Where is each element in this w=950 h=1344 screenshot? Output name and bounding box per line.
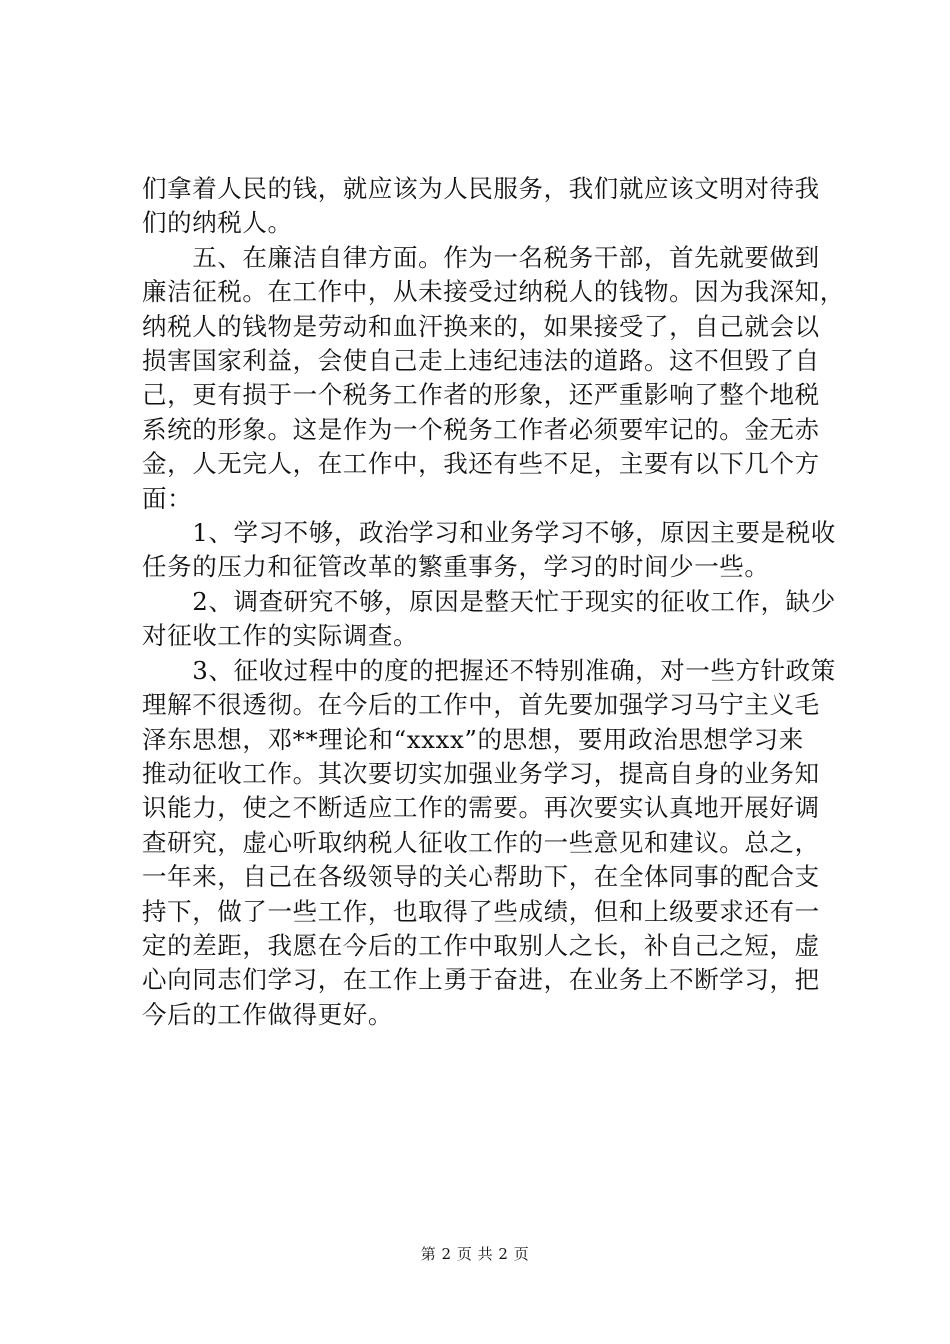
text-line: 损害国家利益，会使自己走上违纪违法的道路。这不但毁了自 <box>142 346 820 376</box>
text-line: 一年来，自己在各级领导的关心帮助下，在全体同事的配合支 <box>142 862 820 892</box>
text-line: 1、学习不够，政治学习和业务学习不够，原因主要是税收 <box>142 518 836 548</box>
text-line: 纳税人的钱物是劳动和血汗换来的，如果接受了，自己就会以 <box>142 311 820 341</box>
text-line: 对征收工作的实际调查。 <box>142 621 419 651</box>
text-line: 己，更有损于一个税务工作者的形象，还严重影响了整个地税 <box>142 380 820 410</box>
text-line: 查研究，虚心听取纳税人征收工作的一些意见和建议。总之， <box>142 827 820 857</box>
text-line: 金，人无完人，在工作中，我还有些不足，主要有以下几个方 <box>142 449 820 479</box>
text-line: 们拿着人民的钱，就应该为人民服务，我们就应该文明对待我 <box>142 174 820 203</box>
text-line: 理解不很透彻。在今后的工作中，首先要加强学习马宁主义毛 <box>142 690 820 720</box>
text-line: 任务的压力和征管改革的繁重事务，学习的时间少一些。 <box>142 552 770 582</box>
text-line: 们的纳税人。 <box>142 208 293 238</box>
text-line: 五、在廉洁自律方面。作为一名税务干部，首先就要做到 <box>142 242 820 272</box>
text-line: 2、调查研究不够，原因是整天忙于现实的征收工作，缺少 <box>142 586 836 616</box>
page-footer: 第 2 页 共 2 页 <box>420 1245 530 1263</box>
text-line: 3、征收过程中的度的把握还不特别准确，对一些方针政策 <box>142 655 836 685</box>
text-line: 推动征收工作。其次要切实加强业务学习，提高自身的业务知 <box>142 758 820 788</box>
text-line: 泽东思想，邓**理论和“xxxx”的思想，要用政治思想学习来 <box>142 724 804 754</box>
text-line: 识能力，使之不断适应工作的需要。再次要实认真地开展好调 <box>142 793 820 823</box>
text-line: 系统的形象。这是作为一个税务工作者必须要牢记的。金无赤 <box>142 414 820 444</box>
body-text <box>142 172 845 1032</box>
text-line: 廉洁征税。在工作中，从未接受过纳税人的钱物。因为我深知， <box>142 277 845 307</box>
text-line: 持下，做了一些工作，也取得了些成绩，但和上级要求还有一 <box>142 896 820 926</box>
text-line: 心向同志们学习，在工作上勇于奋进，在业务上不断学习，把 <box>142 965 820 995</box>
text-line: 定的差距，我愿在今后的工作中取别人之长，补自己之短，虚 <box>142 930 820 960</box>
text-line: 今后的工作做得更好。 <box>142 999 393 1029</box>
text-line: 面： <box>142 483 193 513</box>
